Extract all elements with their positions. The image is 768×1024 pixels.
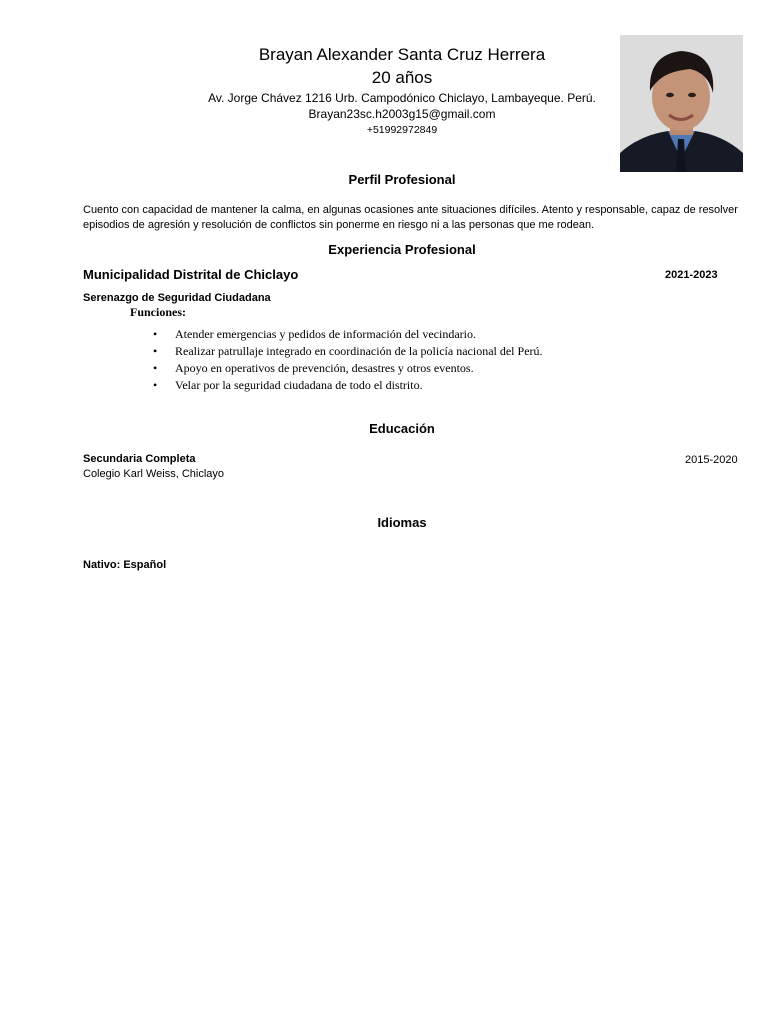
bullet-icon: • (153, 344, 158, 358)
portrait-image (620, 35, 743, 172)
candidate-name: Brayan Alexander Santa Cruz Herrera (258, 45, 546, 64)
bullet-icon: • (153, 361, 158, 375)
list-item: • Atender emergencias y pedidos de información del vecindario. (153, 327, 477, 341)
list-item: • Velar por la seguridad ciudadana de todo el distrito. (153, 378, 423, 392)
profile-section-title: Perfil Profesional (348, 172, 456, 187)
functions-list (150, 326, 543, 394)
experience-section-title: Experiencia Profesional (328, 242, 476, 257)
employer-name: Municipalidad Distrital de Chiclayo (83, 267, 299, 282)
profile-text: Cuento con capacidad de mantener la calma, en algunas ocasiones ante situaciones difíciles. Atento y responsable, capaz de resolver episodios de agresión y resolución de conflictos sin ponerme en riesgo ni a las personas que me rodean. (83, 204, 738, 231)
profile-photo (620, 35, 743, 172)
education-section-title: Educación (369, 421, 435, 436)
bullet-icon: • (153, 327, 158, 341)
list-item: • Realizar patrullaje integrado en coordinación de la policía nacional del Perú. (153, 344, 543, 358)
languages-section-title: Idiomas (377, 515, 427, 530)
resume-header (160, 44, 644, 138)
candidate-age: 20 años (371, 68, 433, 87)
job-role: Serenazgo de Seguridad Ciudadana (83, 292, 271, 304)
education-degree: Secundaria Completa (83, 453, 196, 465)
functions-label: Funciones: (130, 305, 187, 319)
job-period: 2021-2023 (665, 269, 718, 281)
list-item: • Apoyo en operativos de prevención, desastres y otros eventos. (153, 361, 474, 375)
bullet-icon: • (153, 378, 158, 392)
candidate-address: Av. Jorge Chávez 1216 Urb. Campodónico Chiclayo, Lambayeque. Perú. (208, 91, 596, 105)
language-item: Nativo: Español (83, 559, 167, 571)
education-period: 2015-2020 (685, 454, 738, 466)
candidate-phone: +51992972849 (366, 124, 438, 136)
education-school: Colegio Karl Weiss, Chiclayo (83, 468, 225, 480)
candidate-email: Brayan23sc.h2003g15@gmail.com (308, 107, 496, 121)
